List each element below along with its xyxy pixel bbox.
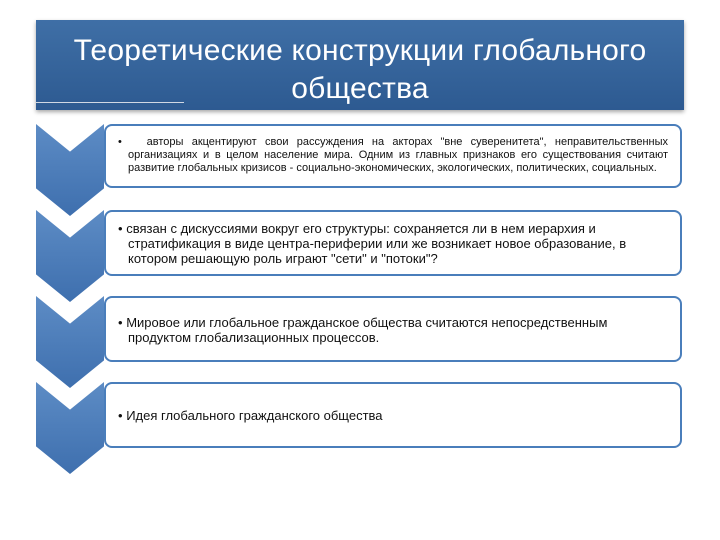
list-item-text: авторы акцентируют свои рассуждения на акторах "вне суверенитета", неправительственных организациях и в целом население мира. Одним из главных признаков его существования считают развитие глобальных кризисов - социально-экономических, экологических, политических, социальных. <box>128 135 669 174</box>
bullet: • <box>118 314 123 330</box>
list-item <box>104 124 682 188</box>
slide-title-line-2: общества <box>291 72 429 105</box>
slide-title-line-1: Теоретические конструкции глобального <box>73 34 647 67</box>
chevron-arrow-icon <box>36 382 104 474</box>
chevron-arrow-icon <box>36 210 104 302</box>
bullet: • <box>118 221 123 236</box>
slide-title <box>36 32 684 108</box>
list-item <box>104 296 682 362</box>
title-underline <box>36 102 184 103</box>
list-item-text: Мировое или глобальное гражданское общества считаются непосредственным продуктом глобализационных процессов. <box>126 314 608 345</box>
chevron-arrow-icon <box>36 124 104 216</box>
list-item-text: связан с дискуссиями вокруг его структуры: сохраняется ли в нем иерархия и стратификация в виде центра-периферии или же возникает новое образование, в котором решающую роль играют "сети" и "потоки"? <box>126 221 627 266</box>
bullet: • <box>118 135 122 148</box>
list-item <box>104 382 682 448</box>
list-item-text: Идея глобального гражданского общества <box>126 408 383 423</box>
chevron-arrow-icon <box>36 296 104 388</box>
slide-title-box <box>36 20 684 110</box>
bullet: • <box>118 408 123 423</box>
list-item <box>104 210 682 276</box>
